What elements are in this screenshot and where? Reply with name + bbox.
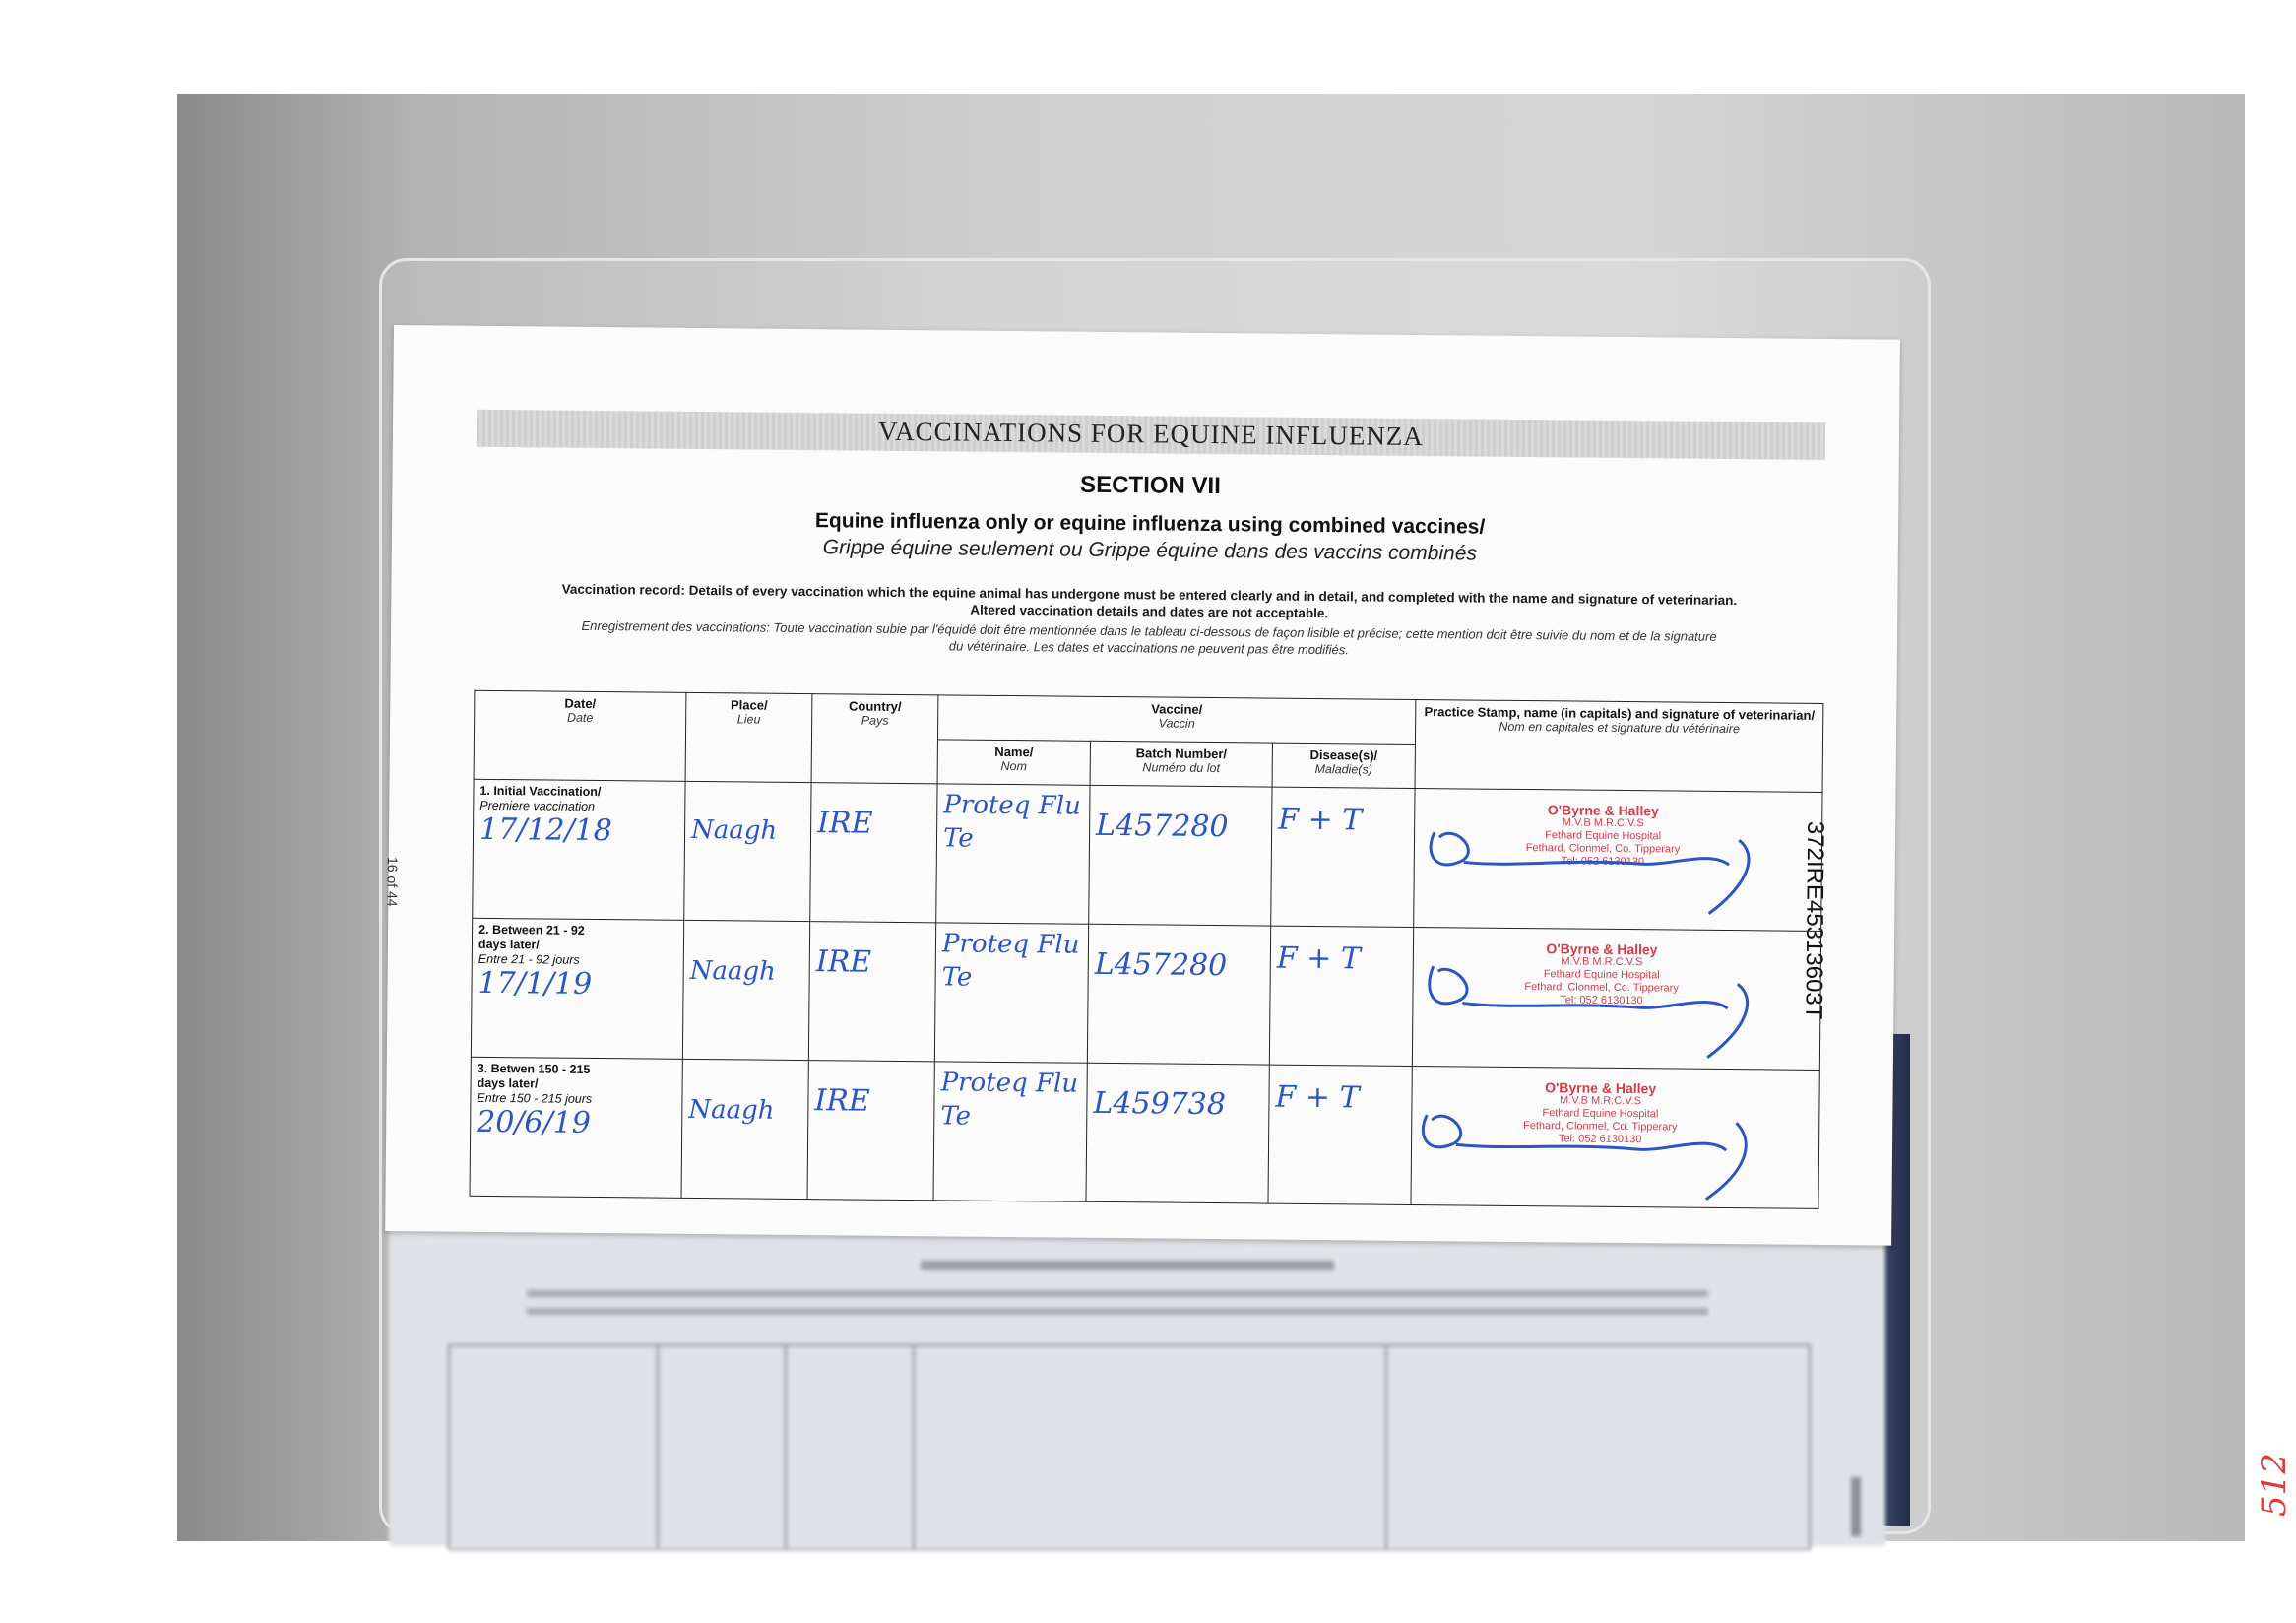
stamp-line: Fethard Equine Hospital <box>1543 968 1660 982</box>
country-cell <box>810 783 937 923</box>
passport-reference-code: 372IRE45313603T <box>1800 820 1829 1020</box>
page-number: 16 of 44 <box>384 856 401 907</box>
row-label <box>479 784 678 815</box>
vaccine-name-cell <box>934 923 1088 1063</box>
instructions-french-line-1: Enregistrement des vaccinations: Toute vaccination subie par l'équidé doit être mentionnée dans le tableau ci-dessous de façon lisible et précise; cette mention doit être suivie du nom et de la signature <box>581 617 1717 644</box>
vaccine-name-cell <box>936 784 1090 924</box>
practice-stamp <box>1517 942 1686 1008</box>
stamp-line: Tel: 052 6130130 <box>1558 1133 1642 1146</box>
page-title: VACCINATIONS FOR EQUINE INFLUENZA <box>877 416 1424 452</box>
row-label-line: 1. Initial Vaccination/ <box>479 783 602 800</box>
header-date-en: Date/ <box>564 695 597 711</box>
header-vet <box>1415 699 1823 792</box>
facing-page-text-line <box>527 1290 1708 1297</box>
facing-page-table <box>448 1344 1811 1550</box>
facing-page-column <box>785 1346 787 1548</box>
stamp-line: Fethard, Clonmel, Co. Tipperary <box>1524 981 1679 995</box>
vaccine-name-handwritten: Proteq Flu Te <box>941 929 1080 993</box>
header-country <box>811 694 938 784</box>
header-vet-fr: Nom en capitales et signature du vétérinaire <box>1499 719 1741 737</box>
vet-stamp-cell <box>1412 927 1820 1070</box>
header-date <box>474 690 686 781</box>
row-label <box>478 923 677 969</box>
row-label-french: Entre 150 - 215 jours <box>477 1090 593 1106</box>
table-row <box>471 918 1820 1070</box>
stamp-line: M.V.B M.R.C.V.S <box>1561 955 1643 969</box>
header-place-fr: Lieu <box>736 712 761 727</box>
disease-cell <box>1268 1065 1412 1204</box>
header-batch-en: Batch Number/ <box>1135 746 1228 762</box>
stamp-name: O'Byrne & Halley <box>1547 802 1659 819</box>
instructions-english-line-2: Altered vaccination details and dates are not acceptable. <box>970 602 1329 621</box>
header-batch-fr: Numéro du lot <box>1142 760 1221 776</box>
facing-page-text-line <box>527 1308 1708 1315</box>
row-date-cell <box>473 779 685 920</box>
stamp-line: Tel: 052 6130130 <box>1560 994 1643 1007</box>
country-handwritten: IRE <box>816 806 873 841</box>
instructions-french-line-2: du vétérinaire. Les dates et vaccinations ne peuvent pas être modifiés. <box>948 638 1350 658</box>
batch-handwritten: L457280 <box>1095 808 1229 845</box>
batch-handwritten: L457280 <box>1094 946 1228 984</box>
country-cell <box>807 1061 934 1201</box>
row-label-french: Entre 21 - 92 jours <box>478 951 580 967</box>
row-label <box>477 1062 675 1108</box>
country-handwritten: IRE <box>815 944 872 980</box>
section-heading: SECTION VII <box>1080 471 1221 500</box>
facing-page-column <box>657 1346 659 1548</box>
header-vaccine-name <box>937 740 1090 785</box>
header-vaccine-en: Vaccine/ <box>1151 701 1203 717</box>
vaccine-name-cell <box>933 1062 1087 1201</box>
place-cell <box>681 1059 808 1199</box>
header-country-fr: Pays <box>861 713 889 728</box>
row-label-line: days later/ <box>478 937 540 952</box>
facing-page-reference <box>1851 1477 1861 1536</box>
batch-cell <box>1087 924 1270 1065</box>
row-label-french: Premiere vaccination <box>479 798 596 813</box>
disease-cell <box>1271 787 1415 927</box>
disease-handwritten: F + T <box>1278 802 1363 838</box>
place-cell <box>684 781 811 921</box>
subtitle-english: Equine influenza only or equine influenza using combined vaccines/ <box>814 509 1486 539</box>
vaccination-table <box>470 690 1824 1209</box>
header-batch <box>1090 741 1272 787</box>
stamp-line: Fethard, Clonmel, Co. Tipperary <box>1525 842 1681 856</box>
header-vaccine-fr: Vaccin <box>1158 716 1195 731</box>
stamp-line: Fethard, Clonmel, Co. Tipperary <box>1522 1120 1678 1134</box>
date-handwritten: 17/1/19 <box>478 965 593 1002</box>
header-disease-en: Disease(s)/ <box>1309 747 1378 763</box>
vaccination-page <box>385 325 1900 1246</box>
date-handwritten: 20/6/19 <box>477 1104 592 1140</box>
vet-stamp-cell <box>1411 1066 1819 1208</box>
row-label-line: 3. Betwen 150 - 215 <box>477 1061 591 1076</box>
header-vaccine <box>937 695 1415 745</box>
header-place <box>685 692 812 782</box>
stamp-line: Tel: 052 6130130 <box>1561 855 1645 869</box>
header-disease-fr: Maladie(s) <box>1314 762 1372 777</box>
subtitle-french: Grippe équine seulement ou Grippe équine dans des vaccins combinés <box>822 536 1478 565</box>
stamp-line: Fethard Equine Hospital <box>1545 829 1662 843</box>
vaccine-name-handwritten: Proteq Flu Te <box>942 790 1081 854</box>
row-label-line: 2. Between 21 - 92 <box>478 922 585 938</box>
country-handwritten: IRE <box>814 1083 870 1119</box>
facing-page-column <box>1385 1346 1387 1548</box>
date-handwritten: 17/12/18 <box>478 812 612 849</box>
header-date-fr: Date <box>566 710 594 725</box>
header-name-fr: Nom <box>1000 758 1027 774</box>
disease-handwritten: F + T <box>1275 1079 1360 1116</box>
batch-handwritten: L459738 <box>1093 1085 1227 1123</box>
practice-stamp <box>1516 1081 1685 1147</box>
facing-page-column <box>913 1346 915 1548</box>
row-date-cell <box>471 918 683 1059</box>
header-place-en: Place/ <box>730 697 768 713</box>
vet-stamp-cell <box>1414 788 1822 931</box>
stamp-name: O'Byrne & Halley <box>1546 941 1658 958</box>
vaccine-name-handwritten: Proteq Flu Te <box>940 1068 1079 1132</box>
header-country-en: Country/ <box>849 698 902 714</box>
place-handwritten: Naagh <box>690 814 778 846</box>
stamp-name: O'Byrne & Halley <box>1545 1079 1657 1097</box>
stamp-line: M.V.B M.R.C.V.S <box>1562 816 1644 830</box>
country-cell <box>808 922 935 1062</box>
practice-stamp <box>1519 804 1688 870</box>
instructions-english-line-1: Vaccination record: Details of every vaccination which the equine animal has undergone must be entered clearly and in detail, and completed with the name and signature of veterinarian. <box>561 581 1738 609</box>
table-row <box>470 1057 1819 1208</box>
disease-handwritten: F + T <box>1276 941 1362 977</box>
header-disease <box>1272 743 1415 788</box>
place-handwritten: Naagh <box>688 1094 775 1126</box>
header-vet-en: Practice Stamp, name (in capitals) and signature of veterinarian/ <box>1424 704 1816 723</box>
facing-page-blurred <box>389 1221 1885 1546</box>
batch-cell <box>1089 785 1272 926</box>
table-header-row <box>475 690 1823 747</box>
row-label-line: days later/ <box>477 1075 539 1091</box>
batch-cell <box>1086 1063 1269 1203</box>
stamp-line: Fethard Equine Hospital <box>1542 1107 1659 1121</box>
place-cell <box>682 920 809 1060</box>
row-date-cell <box>470 1057 682 1198</box>
place-handwritten: Naagh <box>689 955 776 987</box>
table-row <box>473 779 1822 931</box>
stamp-line: M.V.B M.R.C.V.S <box>1560 1094 1642 1108</box>
disease-cell <box>1269 926 1413 1066</box>
folio-number: 512 <box>2255 1453 2294 1517</box>
header-name-en: Name/ <box>994 744 1034 760</box>
facing-page-title <box>921 1261 1334 1270</box>
